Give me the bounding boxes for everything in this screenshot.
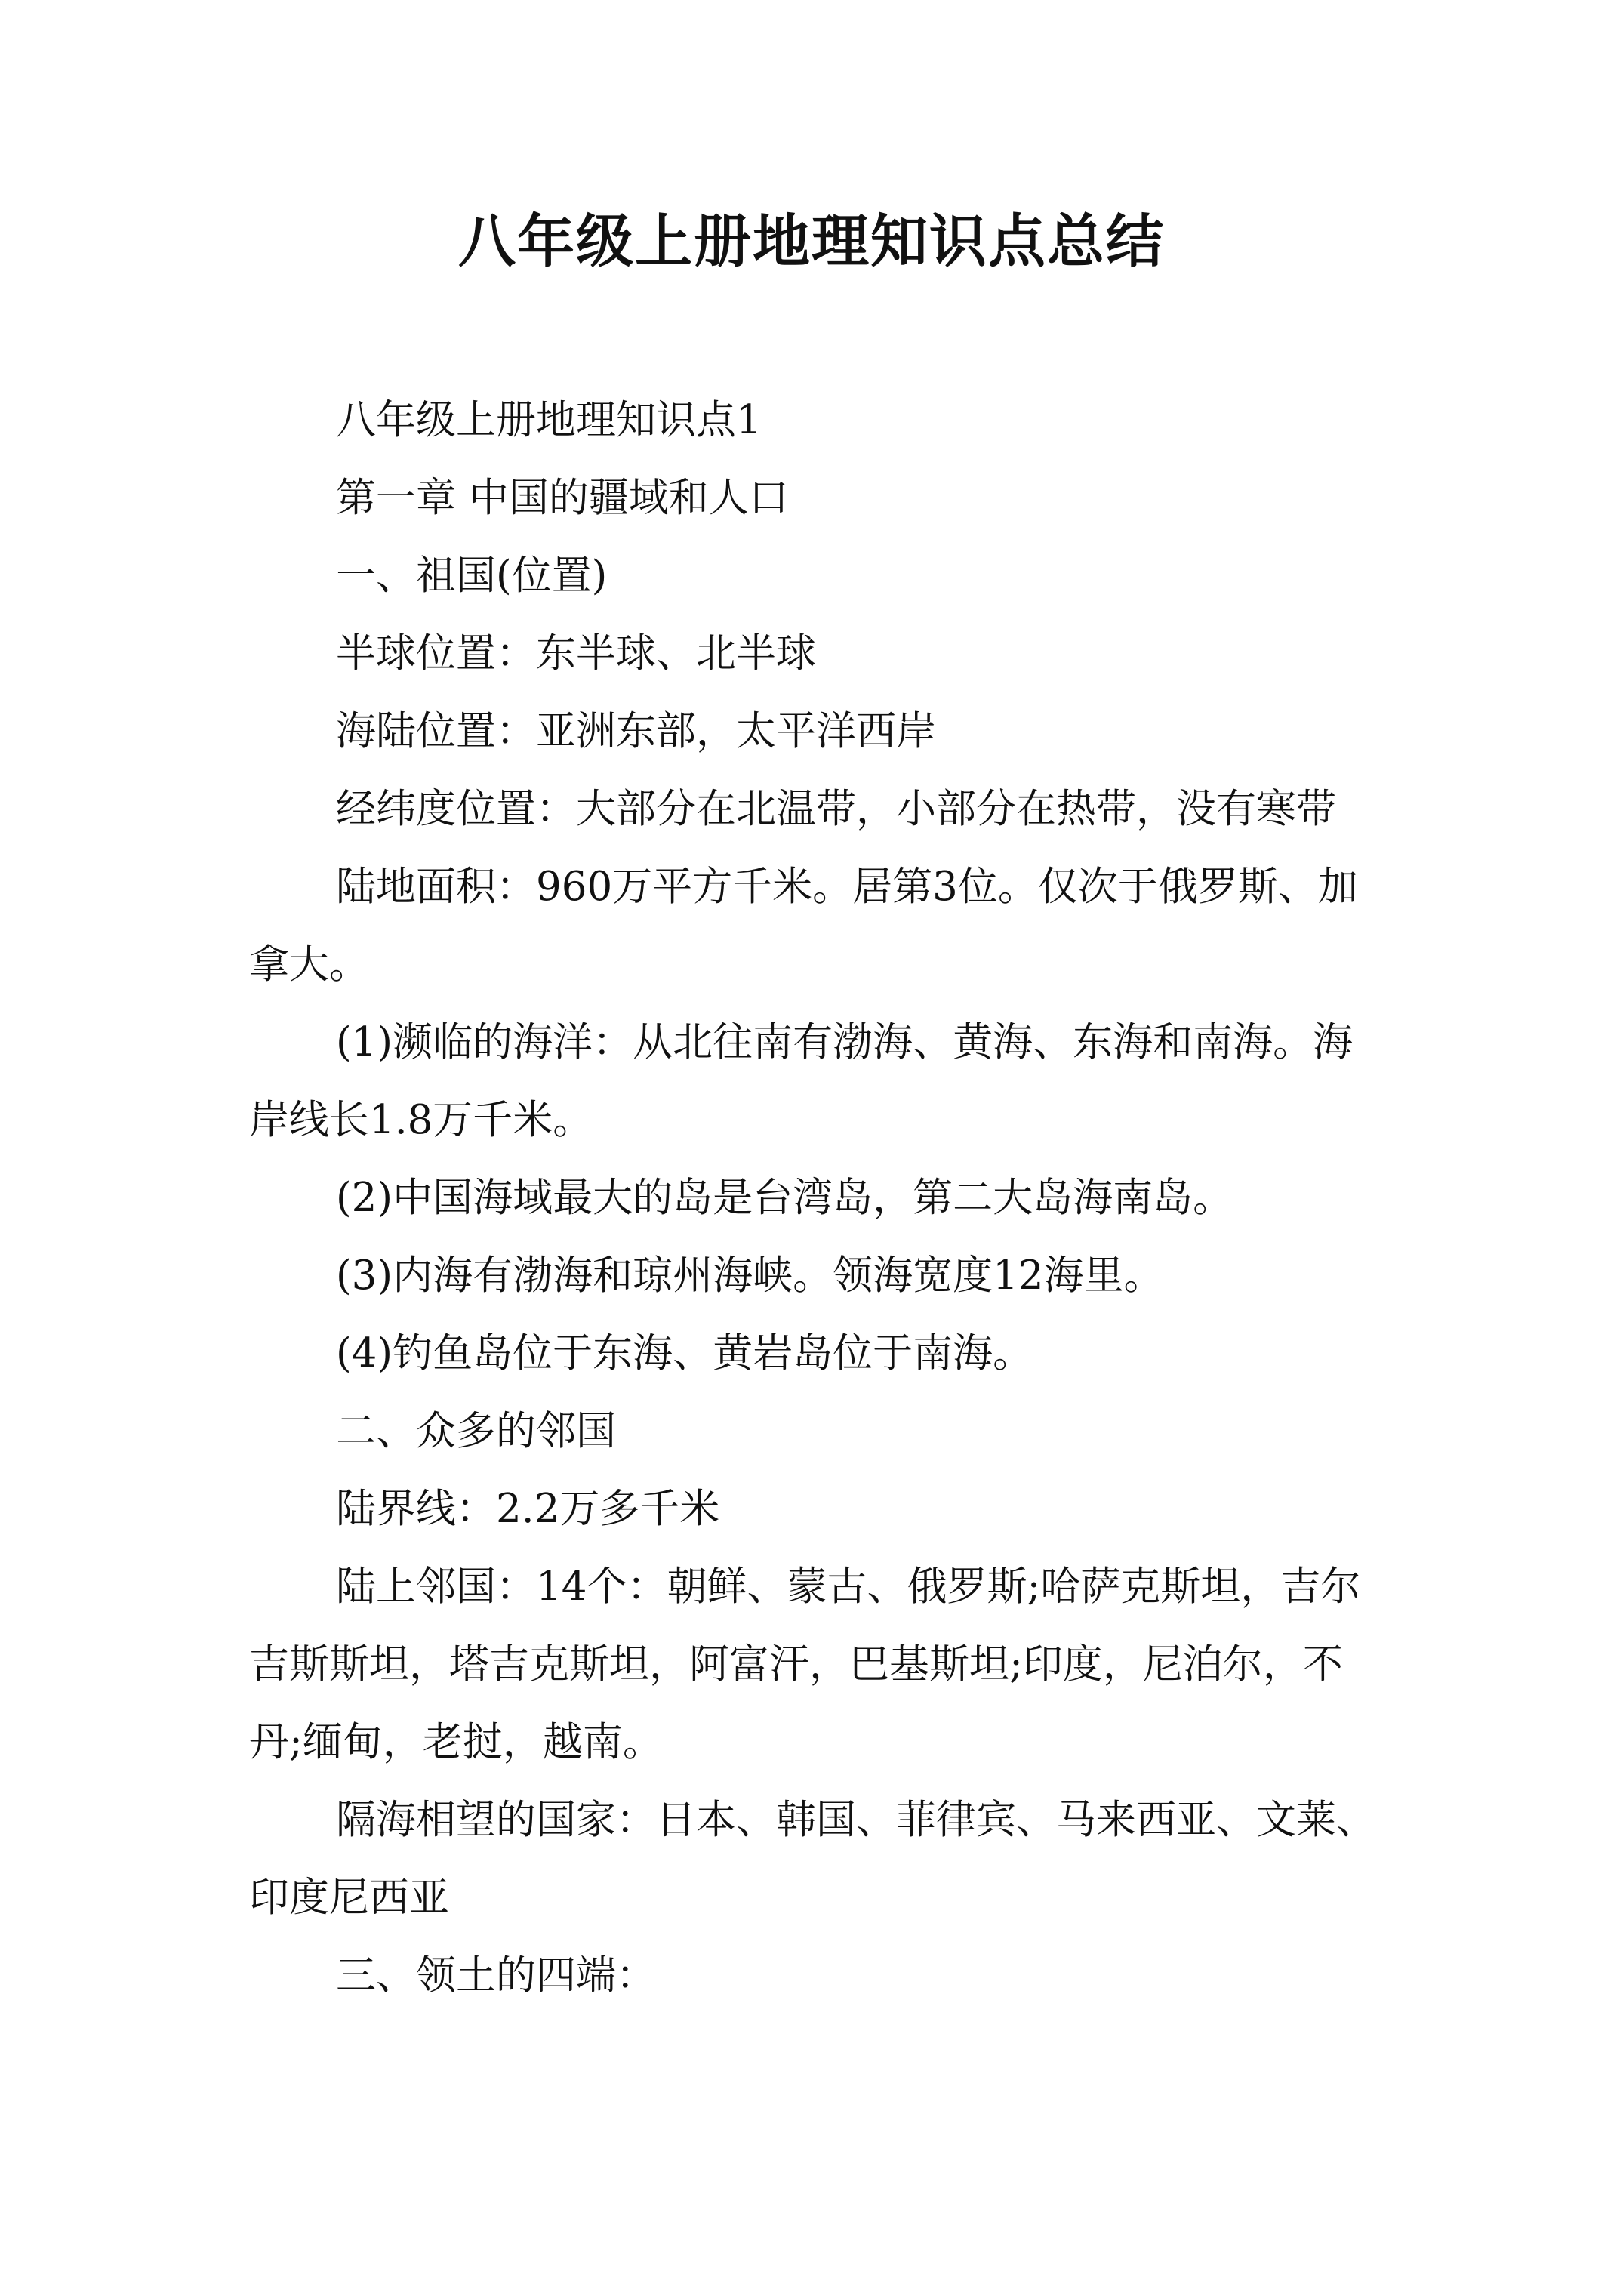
paragraph-land-area: 陆地面积：960万平方千米。居第3位。仅次于俄罗斯、加拿大。 (249, 864, 1358, 988)
paragraph-largest-island: (2)中国海域最大的岛是台湾岛，第二大岛海南岛。 (336, 1175, 1233, 1221)
paragraph-section-heading: 八年级上册地理知识点1 (336, 397, 762, 443)
paragraph-neighbors-heading: 二、众多的邻国 (336, 1408, 616, 1454)
paragraph-sea-neighbors: 隔海相望的国家：日本、韩国、菲律宾、马来西亚、文莱、印度尼西亚 (249, 1797, 1376, 1921)
paragraph-adjacent-seas: (1)濒临的海洋：从北往南有渤海、黄海、东海和南海。海岸线长1.8万千米。 (249, 1019, 1354, 1143)
paragraph-chapter-title: 第一章 中国的疆域和人口 (336, 475, 789, 521)
document-body (249, 381, 1389, 2014)
paragraph-latitude-position: 经纬度位置：大部分在北温带，小部分在热带，没有寒带 (336, 786, 1336, 832)
paragraph-land-neighbors: 陆上邻国：14个：朝鲜、蒙古、俄罗斯;哈萨克斯坦，吉尔吉斯斯坦，塔吉克斯坦，阿富汗，巴基斯坦;印度，尼泊尔，不丹;缅甸，老挝，越南。 (249, 1564, 1361, 1765)
paragraph-territory-extremes: 三、领土的四端： (336, 1952, 656, 1999)
paragraph-hemisphere-position: 半球位置：东半球、北半球 (336, 630, 816, 676)
paragraph-land-boundary: 陆界线：2.2万多千米 (336, 1486, 720, 1532)
paragraph-inland-sea: (3)内海有渤海和琼州海峡。领海宽度12海里。 (336, 1253, 1164, 1299)
paragraph-diaoyu-island: (4)钓鱼岛位于东海、黄岩岛位于南海。 (336, 1330, 1033, 1376)
paragraph-sea-land-position: 海陆位置：亚洲东部，太平洋西岸 (336, 708, 936, 754)
document-title: 八年级上册地理知识点总结 (458, 208, 1165, 275)
paragraph-location-heading: 一、祖国(位置) (336, 553, 608, 599)
